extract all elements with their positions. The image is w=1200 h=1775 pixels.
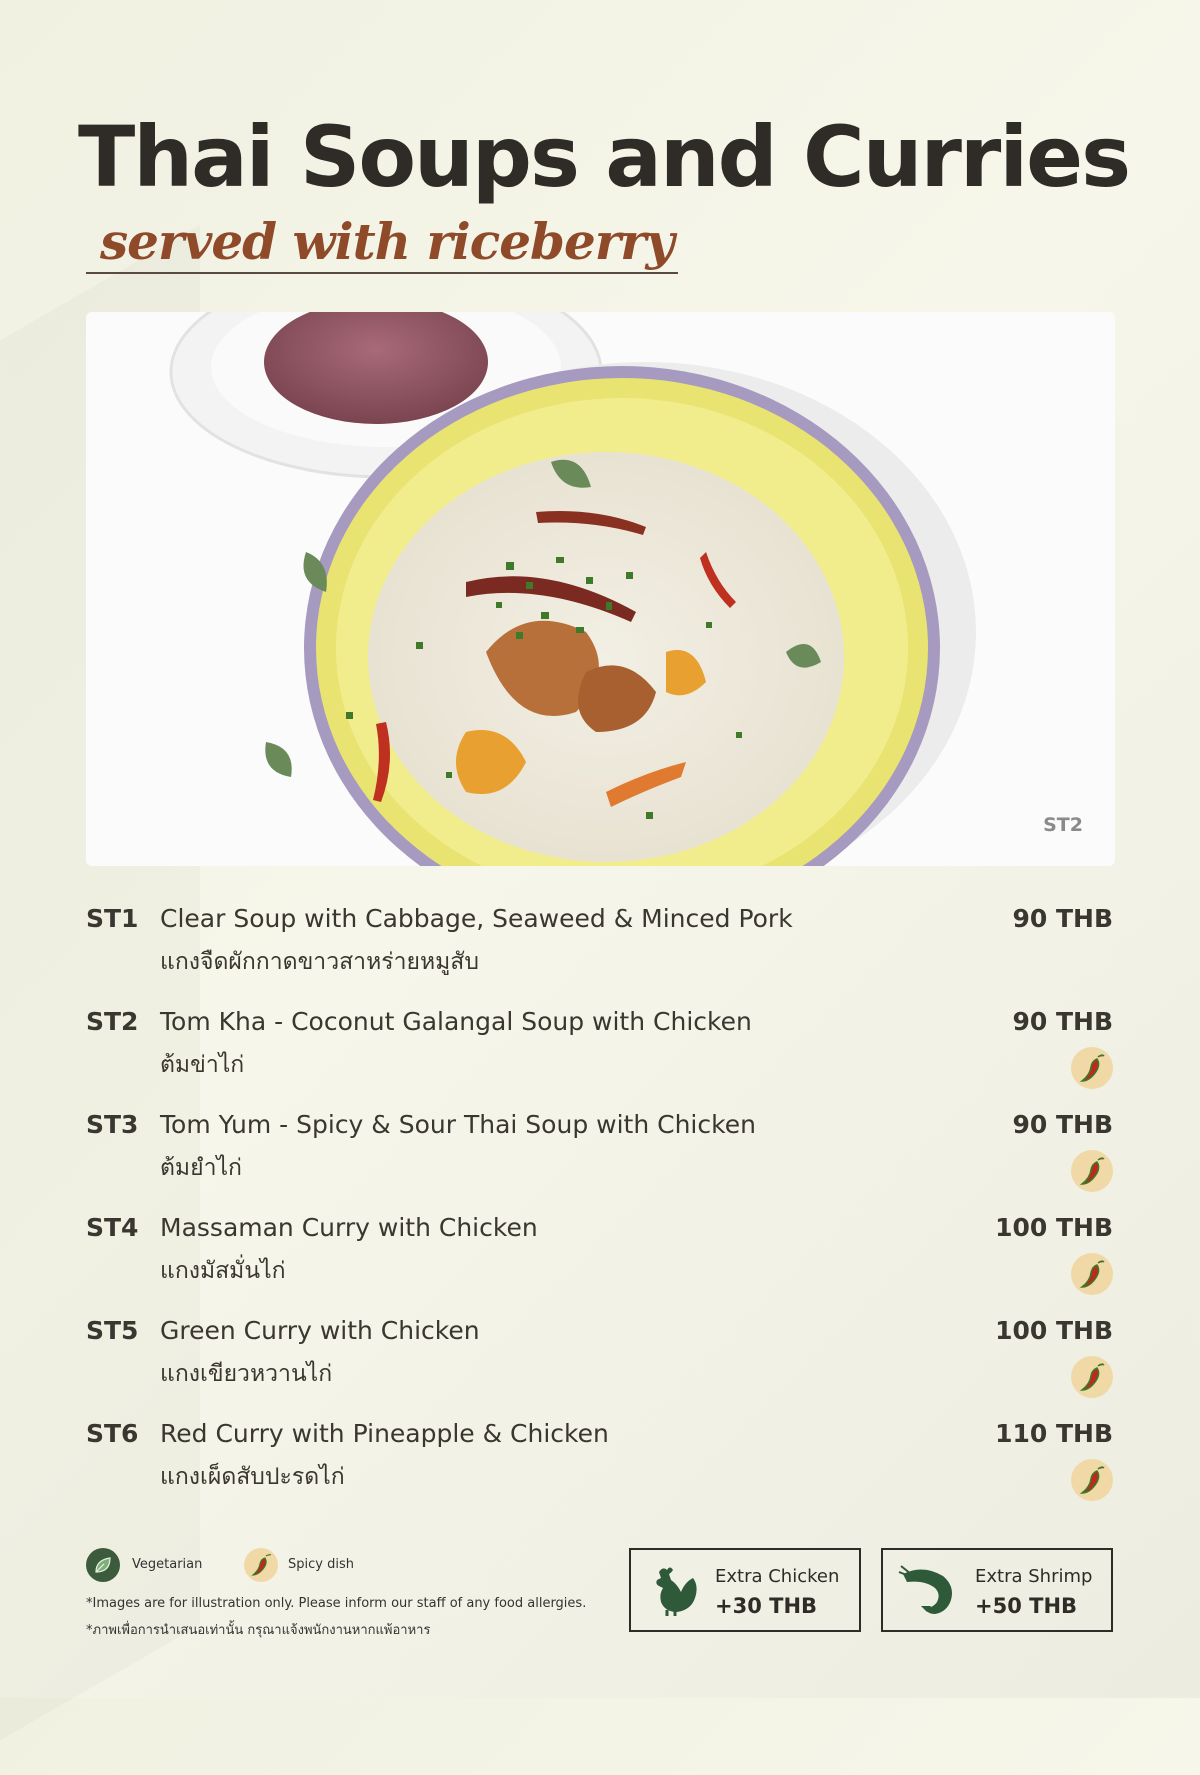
extra-chicken-cost: +30 THB	[715, 1594, 818, 1618]
item-code: ST1	[86, 904, 139, 933]
dish-photo	[86, 312, 1115, 866]
photo-label: ST2	[1043, 814, 1083, 836]
item-name: Red Curry with Pineapple & Chicken	[160, 1419, 609, 1448]
page-subtitle: served with riceberry	[100, 212, 674, 271]
extra-shrimp-cost: +50 THB	[975, 1594, 1078, 1618]
extra-shrimp-label: Extra Shrimp	[975, 1566, 1093, 1587]
item-code: ST4	[86, 1213, 139, 1242]
menu-list	[86, 904, 1115, 1522]
menu-item-st2	[86, 1007, 1115, 1110]
shrimp-icon	[897, 1562, 959, 1622]
chili-icon	[244, 1548, 278, 1582]
item-code: ST6	[86, 1419, 139, 1448]
item-price: 90 THB	[1012, 904, 1113, 933]
menu-item-st6	[86, 1419, 1115, 1522]
item-thai-name: แกงจืดผักกาดขาวสาหร่ายหมูสับ	[160, 949, 479, 975]
item-code: ST5	[86, 1316, 139, 1345]
chili-icon	[1071, 1356, 1113, 1398]
item-code: ST2	[86, 1007, 139, 1036]
item-name: Tom Kha - Coconut Galangal Soup with Chicken	[160, 1007, 752, 1036]
rooster-icon	[645, 1562, 703, 1622]
leaf-icon	[86, 1548, 120, 1582]
item-name: Green Curry with Chicken	[160, 1316, 480, 1345]
extra-shrimp-box	[881, 1548, 1113, 1632]
extra-chicken-label: Extra Chicken	[715, 1566, 840, 1587]
chili-icon	[1071, 1150, 1113, 1192]
item-price: 100 THB	[995, 1213, 1113, 1242]
menu-item-st3	[86, 1110, 1115, 1213]
item-thai-name: แกงเผ็ดสับปะรดไก่	[160, 1464, 345, 1490]
menu-item-st5	[86, 1316, 1115, 1419]
item-price: 110 THB	[995, 1419, 1113, 1448]
item-price: 100 THB	[995, 1316, 1113, 1345]
item-price: 90 THB	[1012, 1110, 1113, 1139]
chili-icon	[1071, 1047, 1113, 1089]
extra-chicken-box	[629, 1548, 861, 1632]
item-thai-name: แกงเขียวหวานไก่	[160, 1361, 333, 1387]
menu-item-st1	[86, 904, 1115, 1007]
menu-item-st4	[86, 1213, 1115, 1316]
item-thai-name: ต้มยำไก่	[160, 1155, 242, 1181]
item-thai-name: แกงมัสมั่นไก่	[160, 1258, 286, 1284]
chili-icon	[1071, 1253, 1113, 1295]
item-price: 90 THB	[1012, 1007, 1113, 1036]
item-thai-name: ต้มข่าไก่	[160, 1052, 245, 1078]
subtitle-underline	[86, 272, 678, 274]
item-name: Tom Yum - Spicy & Sour Thai Soup with Chicken	[160, 1110, 756, 1139]
spicy-label: Spicy dish	[288, 1557, 354, 1572]
vegetarian-label: Vegetarian	[132, 1557, 203, 1572]
allergy-note-th: *ภาพเพื่อการนำเสนอเท่านั้น กรุณาแจ้งพนักงานหากแพ้อาหาร	[86, 1623, 431, 1638]
page-title: Thai Soups and Curries	[78, 108, 1130, 206]
soup-bowl-illustration	[86, 312, 1115, 866]
item-name: Clear Soup with Cabbage, Seaweed & Minced Pork	[160, 904, 793, 933]
chili-icon	[1071, 1459, 1113, 1501]
item-name: Massaman Curry with Chicken	[160, 1213, 538, 1242]
item-code: ST3	[86, 1110, 139, 1139]
allergy-note-en: *Images are for illustration only. Please inform our staff of any food allergies.	[86, 1596, 587, 1611]
